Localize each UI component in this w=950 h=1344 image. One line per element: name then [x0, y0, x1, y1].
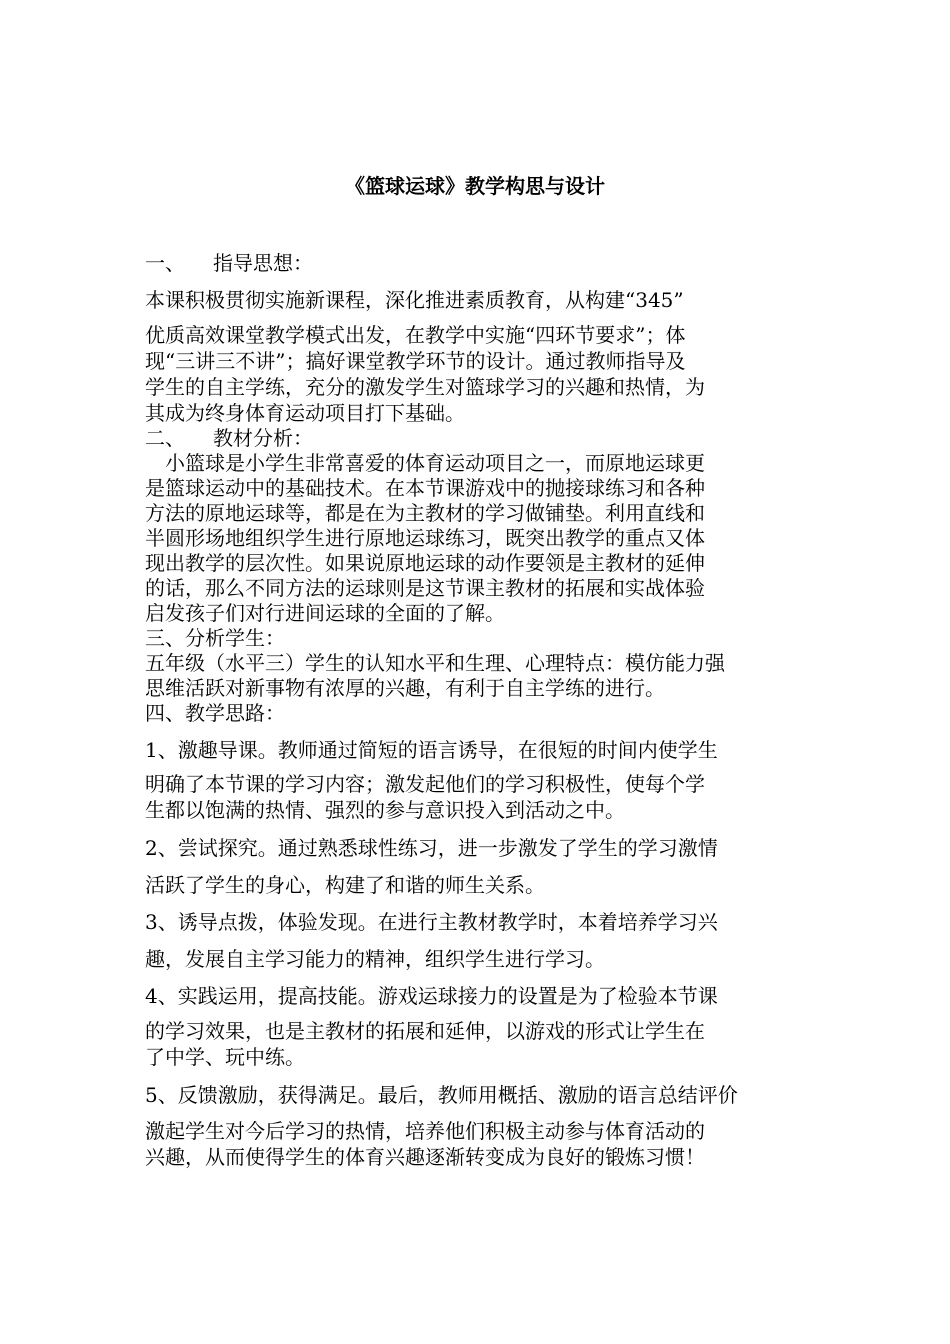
paragraph-line: 小篮球是小学生非常喜爱的体育运动项目之一，而原地运球更	[145, 451, 705, 475]
list-item-line: 趣，发展自主学习能力的精神，组织学生进行学习。	[145, 947, 605, 971]
paragraph-line: 启发孩子们对行进间运球的全面的了解。	[145, 601, 505, 625]
list-item-line: 的学习效果，也是主教材的拓展和延伸，以游戏的形式让学生在	[145, 1019, 705, 1043]
paragraph-line: 学生的自主学练，充分的激发学生对篮球学习的兴趣和热情，为	[145, 375, 705, 399]
section-heading-material-analysis	[145, 425, 810, 451]
list-item-line: 活跃了学生的身心，构建了和谐的师生关系。	[145, 873, 545, 897]
paragraph-line: 五年级（水平三）学生的认知水平和生理、心理特点：模仿能力强	[145, 651, 725, 675]
paragraph-line: 是篮球运动中的基础技术。在本节课游戏中的抛接球练习和各种	[145, 476, 705, 500]
list-item-line: 2、尝试探究。通过熟悉球性练习，进一步激发了学生的学习激情	[145, 836, 718, 860]
paragraph-line: 思维活跃对新事物有浓厚的兴趣，有利于自主学练的进行。	[145, 676, 665, 700]
list-item-line: 兴趣，从而使得学生的体育兴趣逐渐转变成为良好的锻炼习惯！	[145, 1145, 705, 1169]
list-item-line: 5、反馈激励，获得满足。最后，教师用概括、激励的语言总结评价	[145, 1083, 738, 1107]
section-heading-teaching-approach: 四、教学思路：	[145, 701, 285, 725]
list-item-line: 3、诱导点拨，体验发现。在进行主教材教学时，本着培养学习兴	[145, 910, 718, 934]
paragraph-line: 本课积极贯彻实施新课程，深化推进素质教育，从构建“345”	[145, 288, 684, 312]
paragraph-line: 现“三讲三不讲”；搞好课堂教学环节的设计。通过教师指导及	[145, 349, 686, 373]
paragraph-line: 的话，那么不同方法的运球则是这节课主教材的拓展和实战体验	[145, 576, 705, 600]
list-item-line: 4、实践运用，提高技能。游戏运球接力的设置是为了检验本节课	[145, 984, 718, 1008]
list-item-line: 1、激趣导课。教师通过简短的语言诱导，在很短的时间内使学生	[145, 738, 718, 762]
paragraph-line: 半圆形场地组织学生进行原地运球练习，既突出教学的重点又体	[145, 526, 705, 550]
document-title: 《篮球运球》教学构思与设计	[345, 174, 605, 198]
paragraph-line: 方法的原地运球等，都是在为主教材的学习做铺垫。利用直线和	[145, 501, 705, 525]
section-heading-student-analysis: 三、分析学生：	[145, 626, 285, 650]
list-item-line: 激起学生对今后学习的热情，培养他们积极主动参与体育活动的	[145, 1119, 705, 1143]
heading-text: 教材分析：	[213, 426, 313, 450]
heading-number: 二、	[145, 426, 185, 450]
list-item-line: 明确了本节课的学习内容；激发起他们的学习积极性，使每个学	[145, 772, 705, 796]
paragraph-line: 优质高效课堂教学模式出发，在教学中实施“四环节要求”；体	[145, 323, 686, 347]
paragraph-line: 其成为终身体育运动项目打下基础。	[145, 401, 465, 425]
paragraph-line: 现出教学的层次性。如果说原地运球的动作要领是主教材的延伸	[145, 551, 705, 575]
list-item-line: 生都以饱满的热情、强烈的参与意识投入到活动之中。	[145, 798, 625, 822]
list-item-line: 了中学、玩中练。	[145, 1045, 305, 1069]
heading-text: 指导思想：	[213, 251, 313, 275]
section-heading-guiding-ideology	[145, 250, 810, 276]
heading-number: 一、	[145, 251, 185, 275]
